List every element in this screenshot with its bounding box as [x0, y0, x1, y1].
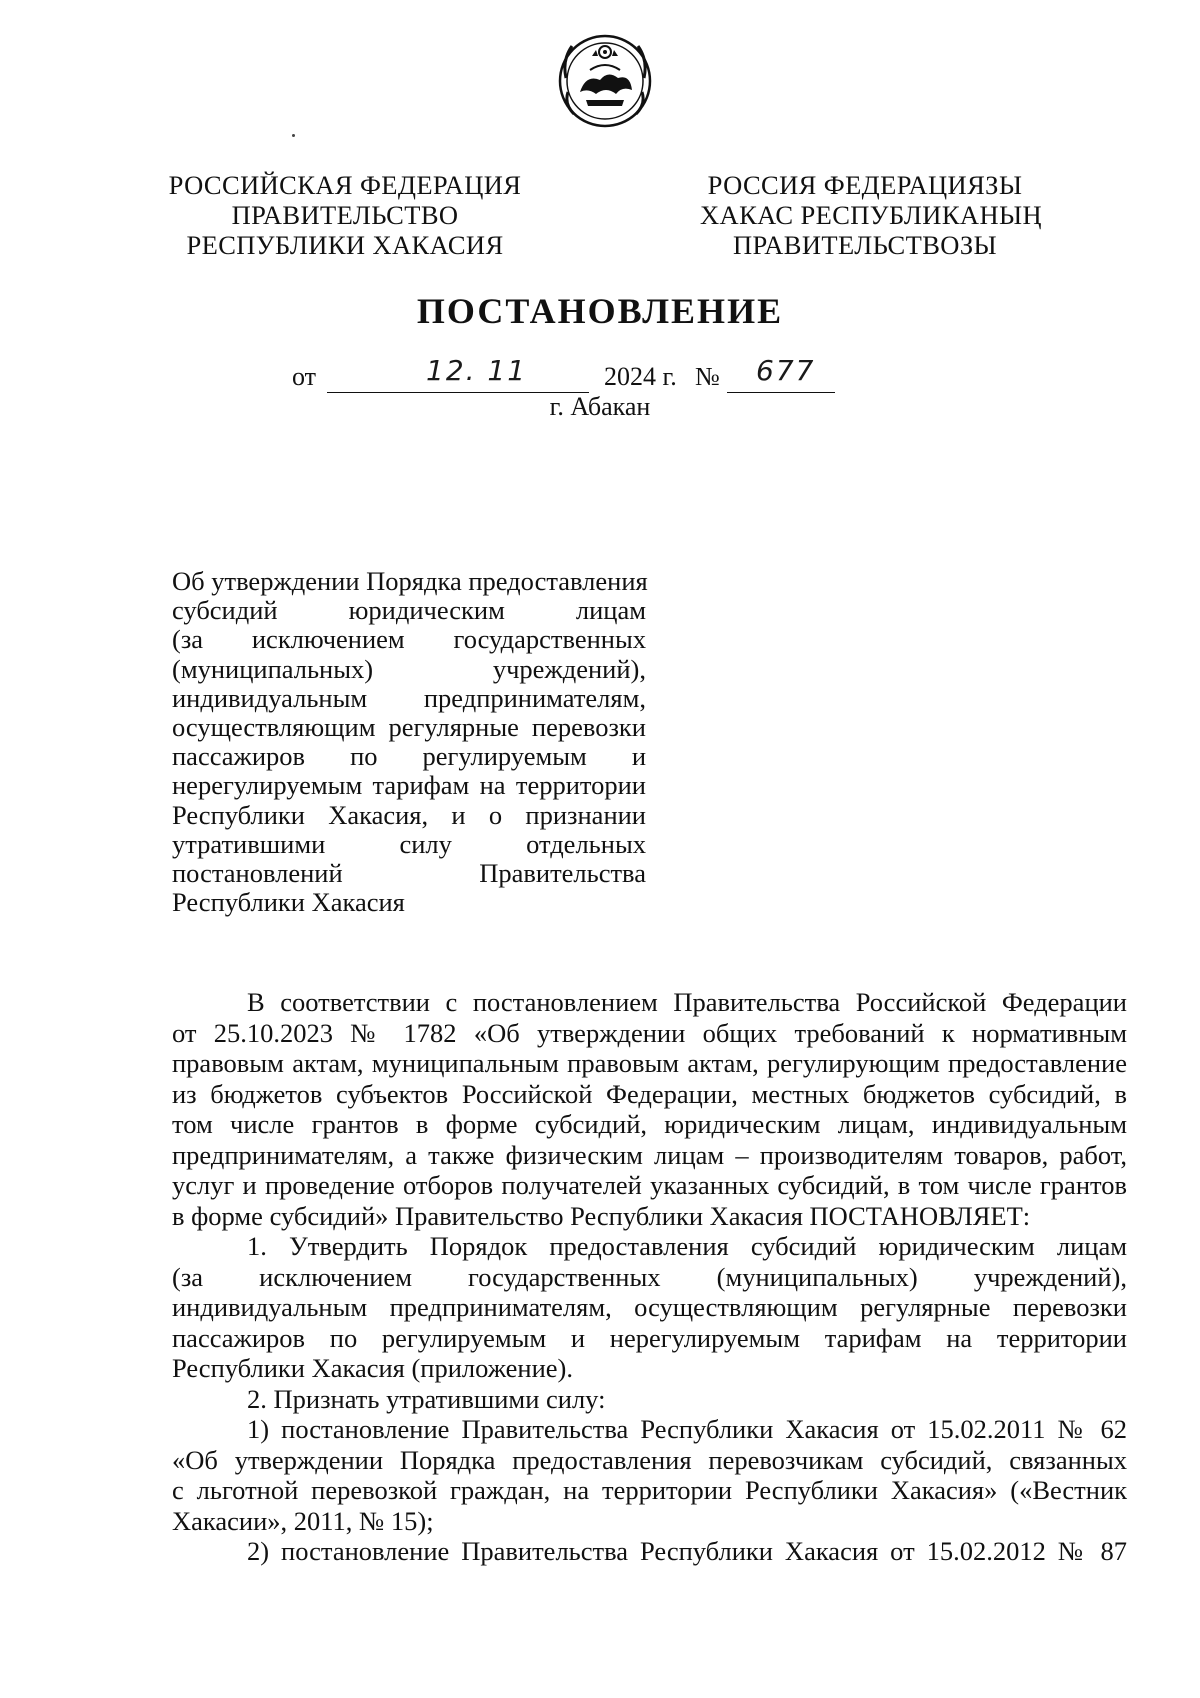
document-title: ПОСТАНОВЛЕНИЕ — [416, 291, 784, 331]
header-left-block — [165, 170, 525, 260]
body-line: 1) постановление Правительства Республики Хакасия от 15.02.2011 № 62 — [247, 1414, 1127, 1444]
subject-line: нерегулируемым тарифам на территории — [172, 770, 646, 801]
body-line: индивидуальным предпринимателям, осуществляющим регулярные перевозки — [172, 1292, 1127, 1322]
number-label: № — [695, 362, 720, 391]
body-line: пассажиров по регулируемым и нерегулируемым тарифам на территории — [172, 1322, 1127, 1353]
body-line: из бюджетов субъектов Российской Федерации, местных бюджетов субсидий, в — [172, 1078, 1127, 1109]
header-left-line: РОССИЙСКАЯ ФЕДЕРАЦИЯ — [168, 170, 522, 200]
from-label: от — [292, 362, 317, 391]
body-line: 2) постановление Правительства Республики Хакасия от 15.02.2012 № 87 — [247, 1536, 1127, 1566]
header-right-line: ХАКАС РЕСПУБЛИКАНЫҢ — [700, 200, 1043, 230]
header-left-line: РЕСПУБЛИКИ ХАКАСИЯ — [186, 230, 504, 260]
coat-of-arms-emblem — [556, 30, 654, 130]
subject-block — [172, 567, 646, 917]
body-line: в форме субсидий» Правительство Республики Хакасия ПОСТАНОВЛЯЕТ: — [172, 1200, 1031, 1231]
body-line: с льготной перевозкой граждан, на территории Республики Хакасия» («Вестник — [172, 1475, 1127, 1505]
subject-line: Республики Хакасия — [172, 887, 405, 918]
header-right-line: ПРАВИТЕЛЬСТВОЗЫ — [732, 230, 998, 260]
year-label: 2024 г. — [604, 362, 677, 391]
header-left-line: ПРАВИТЕЛЬСТВО — [231, 200, 459, 230]
city-label: г. Абакан — [549, 392, 651, 421]
body-text — [172, 987, 1127, 1567]
handwritten-date: 12. 11 — [426, 354, 528, 387]
header-right-block — [700, 170, 1043, 260]
subject-line: индивидуальным предпринимателям, — [172, 682, 646, 713]
subject-line: осуществляющим регулярные перевозки — [172, 711, 646, 742]
subject-line: утратившими силу отдельных — [172, 828, 646, 859]
body-line: том числе грантов в форме субсидий, юридическим лицам, индивидуальным — [172, 1109, 1127, 1139]
body-line: В соответствии с постановлением Правительства Российской Федерации — [247, 987, 1127, 1017]
body-line: Республики Хакасия (приложение). — [172, 1353, 574, 1383]
body-line: услуг и проведение отборов получателей указанных субсидий, в том числе грантов — [172, 1170, 1127, 1200]
subject-line: Об утверждении Порядка предоставления — [172, 566, 648, 596]
scan-speck — [292, 134, 295, 137]
subject-line: (за исключением государственных — [172, 624, 646, 655]
body-line: 1. Утвердить Порядок предоставления субсидий юридическим лицам — [247, 1231, 1127, 1261]
subject-line: (муниципальных) учреждений), — [172, 653, 646, 684]
body-line: от 25.10.2023 № 1782 «Об утверждении общих требований к нормативным — [172, 1017, 1127, 1048]
body-line: «Об утверждении Порядка предоставления перевозчикам субсидий, связанных — [172, 1444, 1127, 1475]
subject-line: Республики Хакасия, и о признании — [172, 799, 646, 830]
subject-line: субсидий юридическим лицам — [172, 595, 646, 626]
body-line: правовым актам, муниципальным правовым актам, регулирующим предоставление — [172, 1048, 1127, 1078]
handwritten-number: 677 — [756, 354, 816, 387]
body-line: 2. Признать утратившими силу: — [247, 1383, 606, 1414]
header-right-line: РОССИЯ ФЕДЕРАЦИЯЗЫ — [707, 170, 1023, 200]
subject-line: постановлений Правительства — [172, 857, 646, 888]
body-line: Хакасии», 2011, № 15); — [172, 1505, 434, 1536]
body-line: предпринимателям, а также физическим лицам – производителям товаров, работ, — [172, 1139, 1127, 1170]
subject-line: пассажиров по регулируемым и — [172, 741, 646, 772]
body-line: (за исключением государственных (муниципальных) учреждений), — [172, 1261, 1127, 1292]
